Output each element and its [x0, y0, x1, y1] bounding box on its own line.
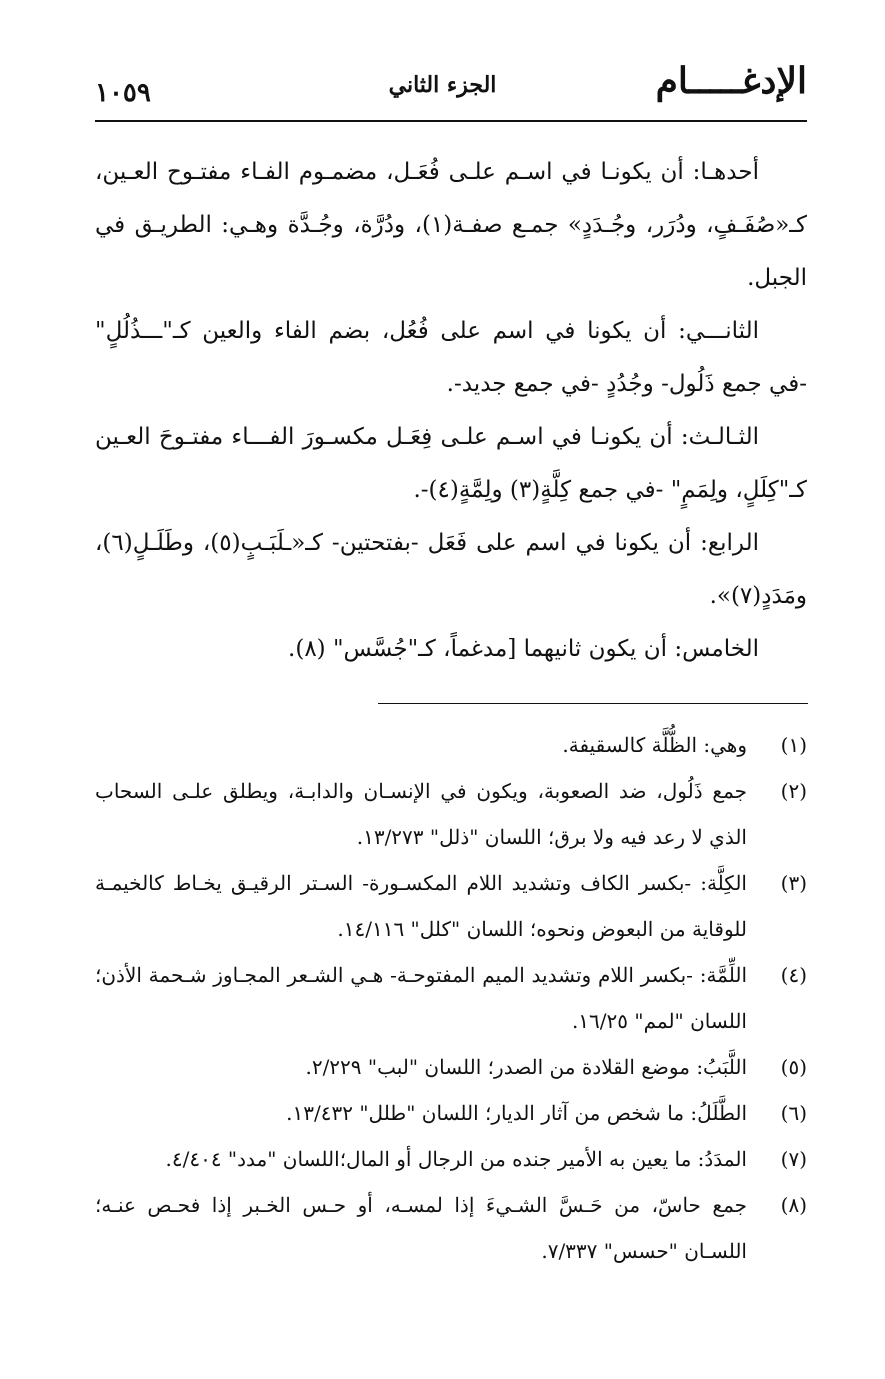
footnote-number: (٦) [780, 1101, 807, 1125]
footnote-separator [378, 703, 808, 704]
footnote-text: اللَّبَبُ: موضع القلادة من الصدر؛ اللسان "لبب" ٢/٢٢٩. [305, 1055, 747, 1079]
paragraph-first: أحدهـا: أن يكونـا في اسـم علـى فُعَـل، مضمـوم الفـاء مفتـوح العـين، كـ«صُفَـفٍ، ودُرَر، وجُـدَدٍ» جمـع صفـة(١)، ودُرَّة، وجُـدَّة وهـي: الطريـق في الجبل. [95, 159, 807, 291]
footnote [95, 1136, 807, 1182]
footnote [95, 1044, 807, 1090]
footnote-text: الكِلَّة: -بكسر الكاف وتشديد اللام المكسـورة- السـتر الرقيـق يخـاط كالخيمـة للوقاية من البعوض ونحوه؛ اللسان "كلل" ١٤/١١٦. [95, 871, 747, 941]
footnote-text: اللِّمَّة: -بكسر اللام وتشديد الميم المفتوحـة- هـي الشـعر المجـاوز شـحمة الأذن؛ اللسان "لمم" ١٦/٢٥. [95, 963, 747, 1033]
header-rule [95, 120, 807, 122]
chapter-title: الإدغـــــام [655, 60, 807, 102]
paragraph-second: الثانـــي: أن يكونا في اسم على فُعُل، بضم الفاء والعين كـ"ـــذُلُلٍ" -في جمع ذَلُول- وجُدُدٍ -في جمع جديد-. [95, 318, 807, 397]
footnote-text: وهي: الظُّلَّة كالسقيفة. [562, 733, 747, 757]
footnote [95, 722, 807, 768]
footnote [95, 1182, 807, 1274]
footnote [95, 768, 807, 860]
footnote-text: المدَدُ: ما يعين به الأمير جنده من الرجال أو المال؛اللسان "مدد" ٤/٤٠٤. [165, 1147, 747, 1171]
footnote-number: (٢) [780, 779, 807, 803]
footnote-number: (٤) [780, 963, 807, 987]
footnote [95, 1090, 807, 1136]
footnote-text: جمع حاسّ، من حَـسَّ الشـيءَ إذا لمسـه، أو حـس الخـبر إذا فحـص عنـه؛ اللسـان "حسس" ٧/٣٣٧. [95, 1193, 747, 1263]
footnote [95, 952, 807, 1044]
footnote-number: (٧) [780, 1147, 807, 1171]
paragraph-fifth: الخامس: أن يكون ثانيهما [مدغماً، كـ"جُسَّس" (٨). [288, 636, 759, 662]
page-number: ١٠٥٩ [95, 78, 151, 108]
main-text [95, 146, 807, 676]
footnote [95, 860, 807, 952]
footnote-number: (١) [780, 733, 807, 757]
footnote-text: الطَّلَلُ: ما شخص من آثار الديار؛ اللسان "طلل" ١٣/٤٣٢. [286, 1101, 747, 1125]
paragraph-fourth: الرابع: أن يكونا في اسم على فَعَل -بفتحتين- كـ«ـلَبَـبٍ(٥)، وطَلَـلٍ(٦)، ومَدَدٍ(٧)». [95, 530, 807, 609]
footnotes [95, 722, 807, 1274]
footnote-number: (٣) [780, 871, 807, 895]
footnote-text: جمع ذَلُول، ضد الصعوبة، ويكون في الإنسـان والدابـة، ويطلق علـى السحاب الذي لا رعد فيه ولا برق؛ اللسان "ذلل" ١٣/٢٧٣. [95, 779, 748, 849]
paragraph-third: الثـالـث: أن يكونـا في اسـم علـى فِعَـل مكسـورَ الفـــاء مفتـوحَ العـين كـ"كِلَلٍ، ولِمَمٍ" -في جمع كِلَّةٍ(٣) ولِمَّةٍ(٤)-. [95, 424, 807, 503]
footnote-number: (٥) [780, 1055, 807, 1079]
part-title: الجزء الثاني [388, 72, 497, 98]
footnote-number: (٨) [780, 1193, 807, 1217]
